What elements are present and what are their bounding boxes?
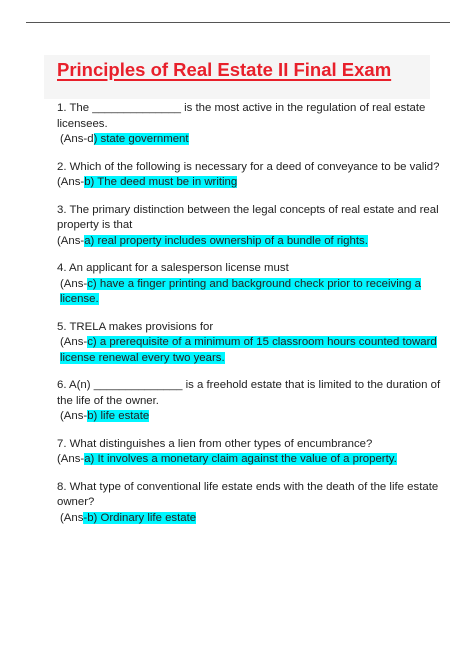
answer-line [57, 175, 442, 191]
answer-prefix: (Ans- [60, 410, 88, 422]
question-text: 2. Which of the following is necessary for a deed of conveyance to be valid? [57, 160, 440, 173]
answer-line [57, 132, 442, 148]
answer-line [57, 335, 442, 366]
qa-list [57, 101, 442, 538]
document-title: Principles of Real Estate II Final Exam [57, 59, 392, 80]
answer-prefix: (Ans- [57, 234, 85, 247]
answer-highlight: a) It involves a monetary claim against the value of a property. [84, 453, 397, 465]
answer-highlight: b) life estate [87, 410, 150, 422]
answer-highlight: c) have a finger printing and background check prior to receiving a license. [60, 277, 421, 305]
qa-item-8 [57, 480, 442, 527]
answer-line [57, 234, 442, 250]
answer-prefix: (Ans- [60, 277, 88, 290]
question-text: 3. The primary distinction between the legal concepts of real estate and real property is that [57, 203, 439, 231]
answer-prefix: (Ans [60, 511, 84, 524]
qa-item-2 [57, 160, 442, 191]
answer-highlight: ) state government [93, 133, 189, 145]
answer-prefix: (Ans- [57, 453, 85, 465]
qa-item-7 [57, 437, 442, 468]
question-text: 8. What type of conventional life estate ends with the death of the life estate owner? [57, 480, 439, 508]
answer-line [57, 277, 442, 308]
qa-item-3 [57, 203, 442, 250]
answer-prefix: (Ans-d [60, 133, 94, 145]
question-text: 5. TRELA makes provisions for [57, 320, 214, 333]
question-text: 4. An applicant for a salesperson license must [57, 262, 289, 274]
qa-item-1 [57, 101, 442, 148]
question-text: 6. A(n) ______________ is a freehold estate that is limited to the duration of the life of the owner. [57, 379, 441, 407]
answer-highlight: c) a prerequisite of a minimum of 15 classroom hours counted toward license renewal every two years. [60, 336, 437, 364]
answer-prefix: (Ans- [60, 336, 88, 348]
answer-line [57, 452, 442, 468]
question-text: 1. The ______________ is the most active in the regulation of real estate licensees. [57, 102, 426, 130]
top-rule [26, 22, 450, 23]
answer-line [57, 511, 442, 527]
answer-highlight: b) The deed must be in writing [84, 176, 238, 188]
answer-highlight: a) real property includes ownership of a bundle of rights. [84, 234, 368, 247]
qa-item-4 [57, 261, 442, 308]
qa-item-6 [57, 378, 442, 425]
answer-prefix: (Ans- [57, 176, 85, 188]
question-text: 7. What distinguishes a lien from other types of encumbrance? [57, 437, 373, 450]
qa-item-5 [57, 320, 442, 367]
answer-line [57, 409, 442, 425]
answer-highlight: -b) Ordinary life estate [83, 511, 197, 524]
